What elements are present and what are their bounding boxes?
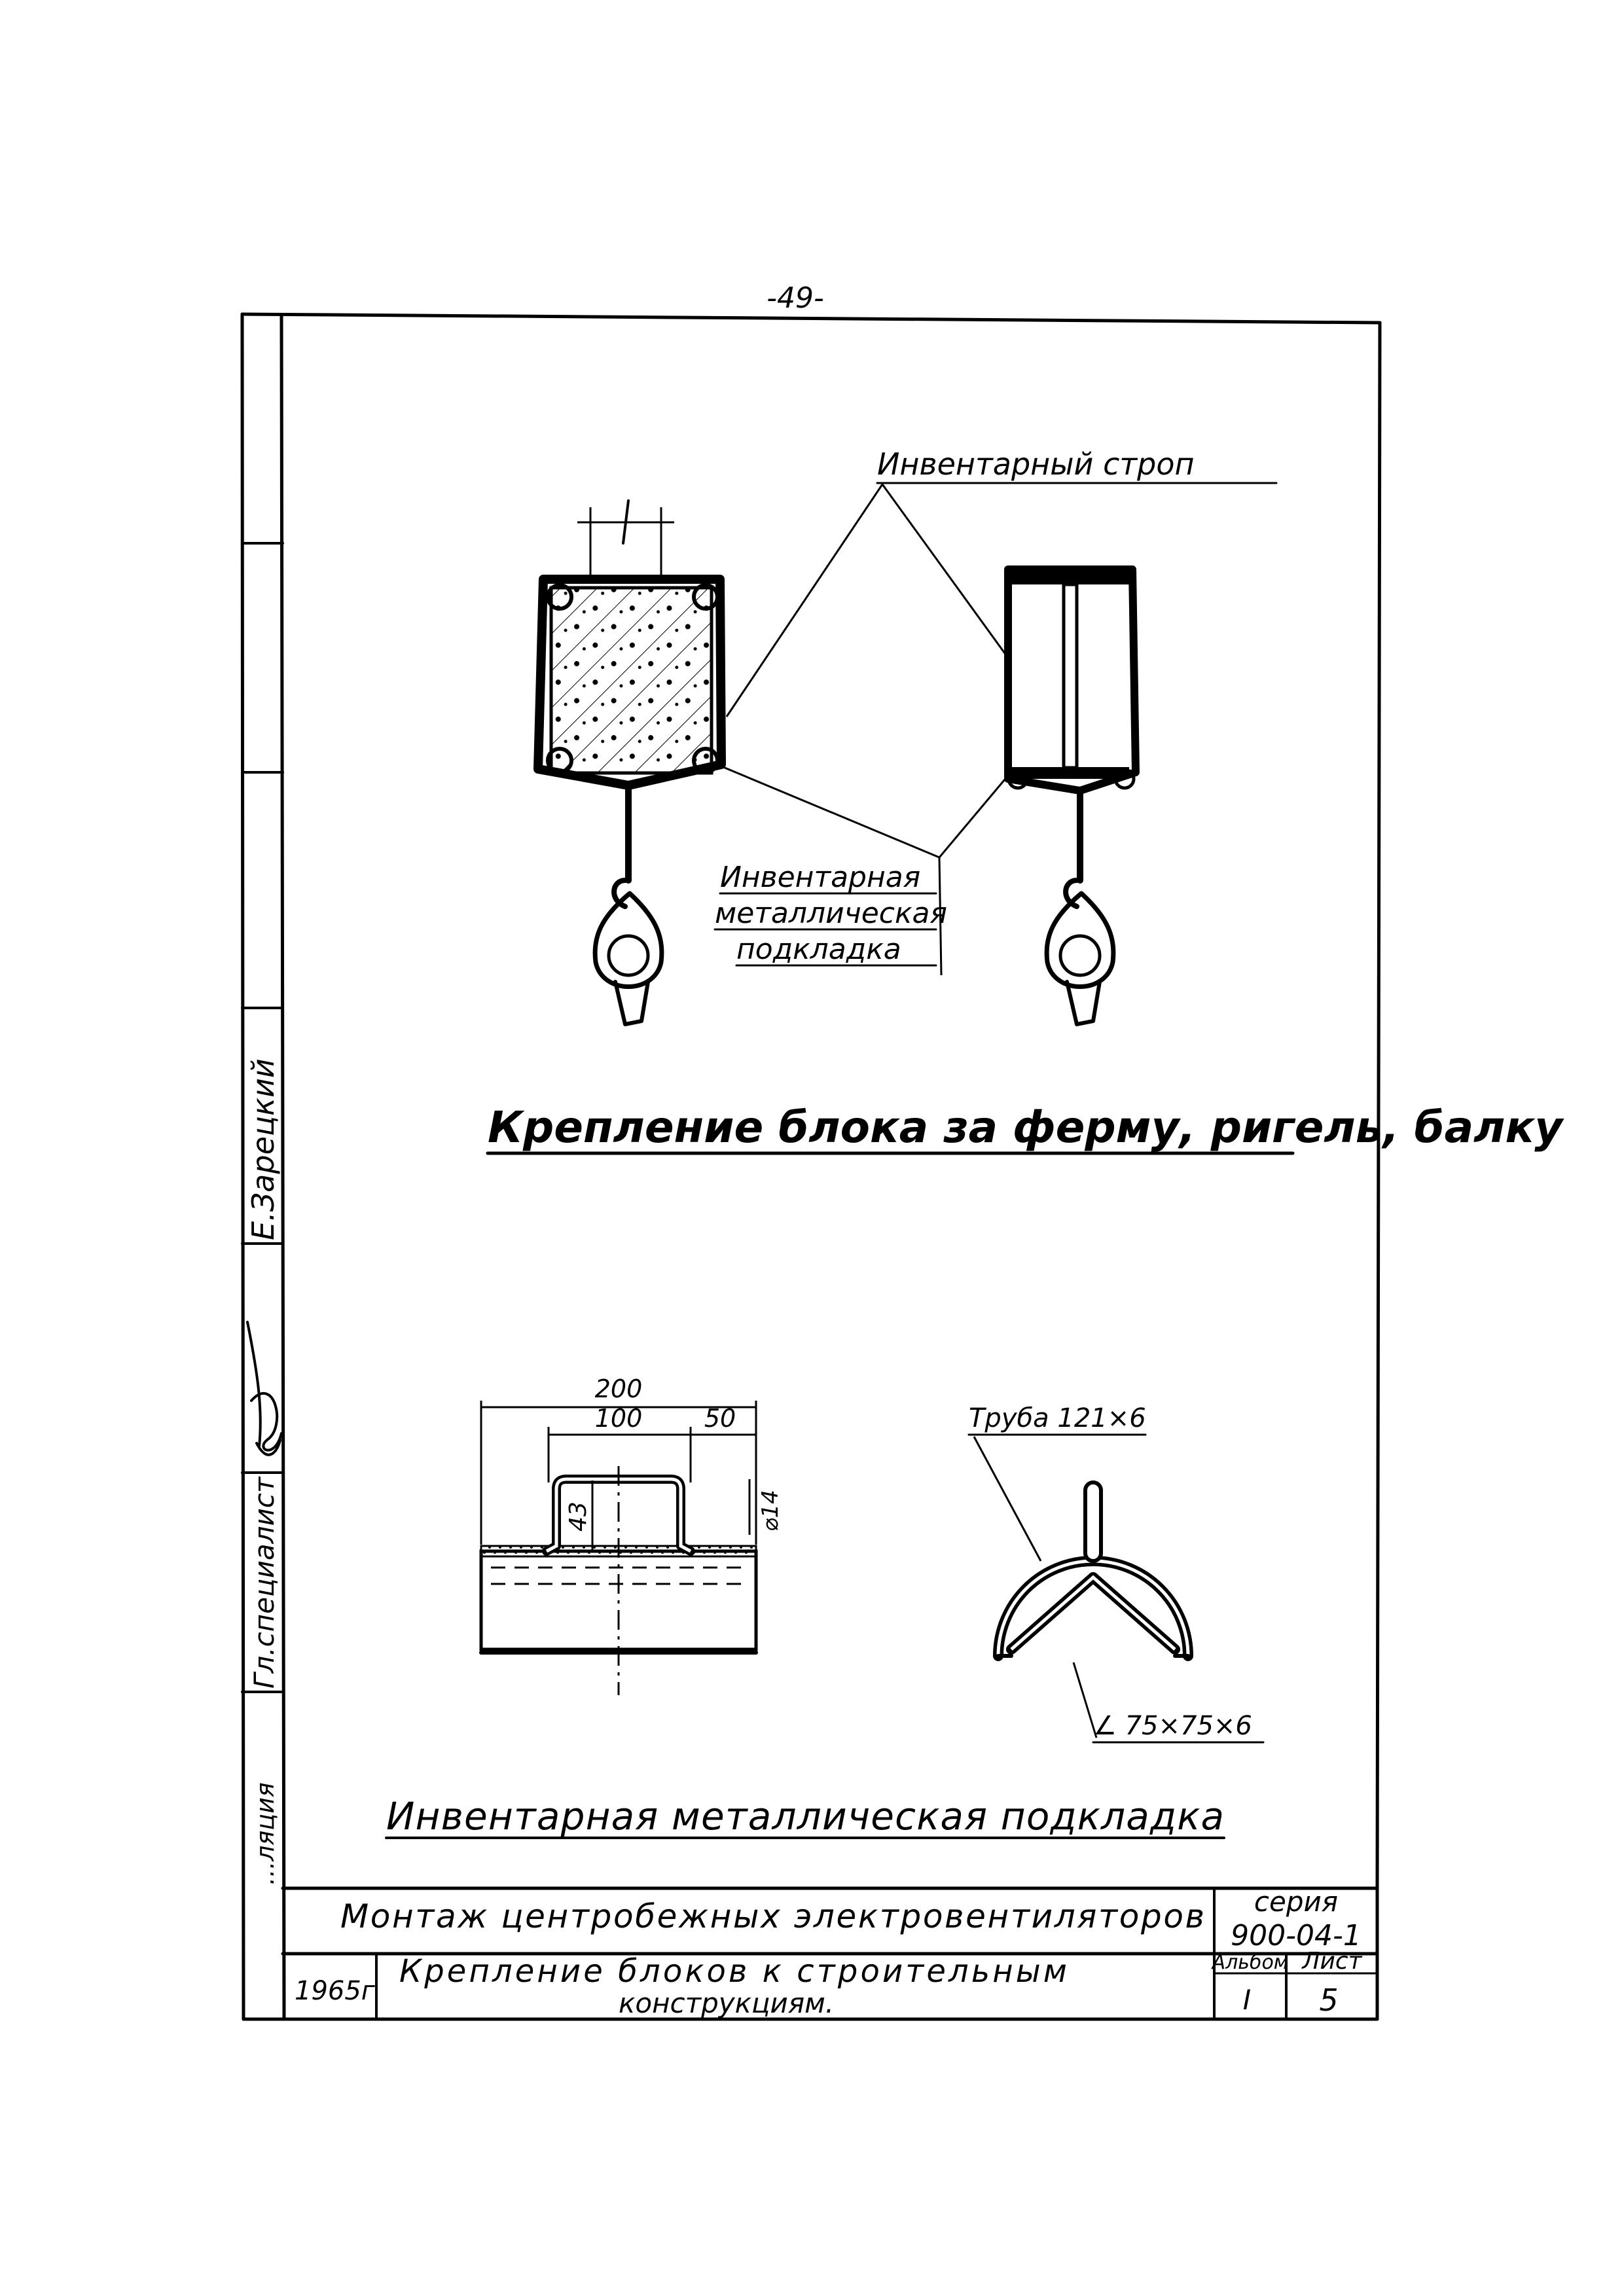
pad-label-line3: подкладка: [736, 933, 901, 966]
tb-project: Монтаж центробежных электровентиляторов: [340, 1897, 1204, 1935]
pad-section-view: [969, 1403, 1263, 1742]
i-beam-assembly: [1008, 569, 1136, 1024]
tb-sheet-label: Лист: [1302, 1948, 1362, 1975]
side-stamp-name: Е.Зарецкий: [245, 1058, 281, 1240]
tb-sheet-value: 5: [1319, 1982, 1339, 2018]
section1-title: Крепление блока за ферму, ригель, балку: [488, 1102, 1563, 1153]
dim-50: 50: [704, 1404, 736, 1433]
tb-sheet-title-line2: конструкциям.: [619, 1987, 835, 2019]
page-number: -49-: [767, 281, 824, 315]
dim-d14: ⌀14: [757, 1490, 784, 1532]
dim-43: 43: [565, 1501, 592, 1532]
signature-mark: [247, 1322, 281, 1455]
tb-album-label: Альбом: [1212, 1951, 1289, 1974]
sling-label: Инвентарный строп: [877, 446, 1195, 482]
pad-label-line1: Инвентарная: [720, 861, 921, 894]
tb-series-value: 900-04-1: [1231, 1919, 1362, 1952]
side-stamp-dept: ...ляция: [251, 1782, 280, 1885]
concrete-beam-assembly: [538, 501, 721, 1024]
tb-album-value: I: [1242, 1984, 1252, 2016]
side-stamp-role: Гл.специалист: [248, 1477, 280, 1689]
section2-title: Инвентарная металлическая подкладка: [386, 1794, 1224, 1839]
pad-label-line2: металлическая: [715, 897, 947, 930]
dim-200: 200: [594, 1374, 643, 1403]
tb-year: 1965г: [295, 1976, 375, 2006]
dim-100: 100: [594, 1404, 643, 1433]
tb-series-label: серия: [1254, 1886, 1339, 1918]
angle-label: ∠ 75×75×6: [1093, 1711, 1252, 1741]
tb-sheet-title-line1: Крепление блоков к строительным: [399, 1953, 1067, 1990]
pipe-label: Труба 121×6: [969, 1403, 1146, 1433]
sheet-frame: [242, 314, 1380, 2019]
pad-side-view: [481, 1374, 784, 1695]
